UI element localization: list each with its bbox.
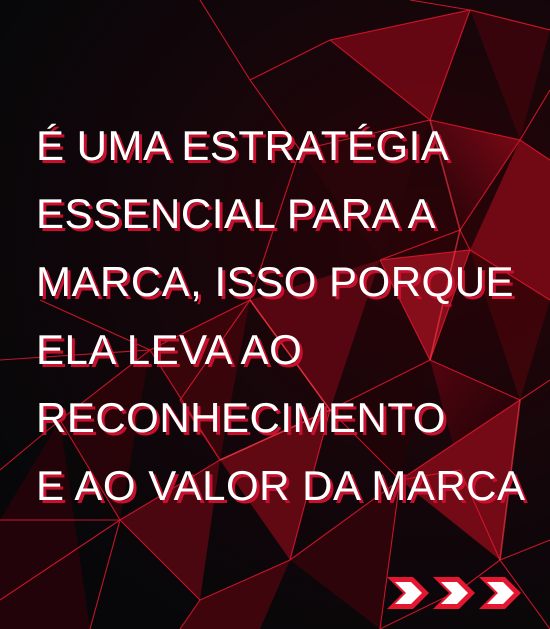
headline-line-5: RECONHECIMENTO xyxy=(36,394,446,441)
headline-line-3: MARCA, ISSO PORQUE xyxy=(36,258,515,305)
triple-chevron-right-icon[interactable] xyxy=(383,574,533,612)
headline-line-2: ESSENCIAL PARA A xyxy=(36,190,437,237)
chevron-2-icon xyxy=(433,577,475,609)
headline-line-6: E AO VALOR DA MARCA xyxy=(36,462,526,509)
headline xyxy=(36,112,526,520)
chevron-1-icon xyxy=(387,577,429,609)
headline-line-4: ELA LEVA AO xyxy=(36,326,303,373)
chevron-3-icon xyxy=(479,577,521,609)
headline-line-1: É UMA ESTRATÉGIA xyxy=(36,122,450,169)
